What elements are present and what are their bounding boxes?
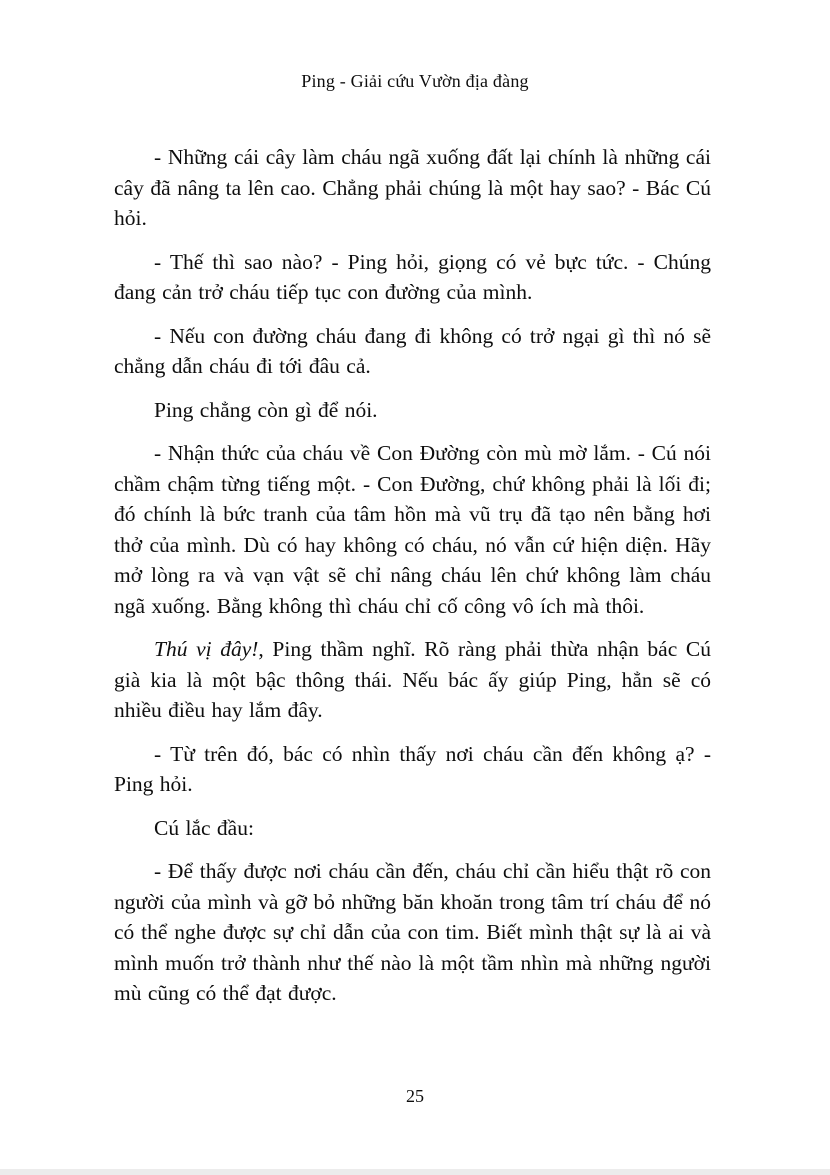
paragraph: - Nhận thức của cháu về Con Đường còn mù mờ lắm. - Cú nói chầm chậm từng tiếng một. - Con Đường, chứ không phải là lối đi; đó chính là bức tranh của tâm hồn mà vũ trụ đã tạo nên bằng hơi thở của mình. Dù có hay không có cháu, nó vẫn cứ hiện diện. Hãy mở lòng ra và vạn vật sẽ chỉ nâng cháu lên chứ không làm cháu ngã xuống. Bằng không thì cháu chỉ cố công vô ích mà thôi. — [114, 441, 711, 618]
paragraph: - Từ trên đó, bác có nhìn thấy nơi cháu cần đến không ạ? - Ping hỏi. — [114, 741, 711, 796]
paragraph: Cú lắc đầu: — [154, 815, 254, 840]
paragraph: Ping chẳng còn gì để nói. — [154, 397, 378, 422]
paragraph: - Nếu con đường cháu đang đi không có trở ngại gì thì nó sẽ chẳng dẫn cháu đi tới đâu cả. — [114, 323, 711, 378]
paragraph: - Thế thì sao nào? - Ping hỏi, giọng có vẻ bực tức. - Chúng đang cản trở cháu tiếp tục con đường của mình. — [114, 249, 711, 304]
paragraph: - Những cái cây làm cháu ngã xuống đất lại chính là những cái cây đã nâng ta lên cao. Chẳng phải chúng là một hay sao? - Bác Cú hỏi. — [114, 145, 711, 230]
page-number: 25 — [406, 1086, 424, 1106]
bottom-bar — [0, 1169, 830, 1175]
paragraph — [114, 634, 711, 726]
body-text — [114, 142, 711, 1022]
paragraph-text: , Ping thầm nghĩ. Rõ ràng phải thừa nhận bác Cú già kia là một bậc thông thái. Nếu bác ấy giúp Ping, hẳn sẽ có nhiều điều hay lắm đây. — [114, 637, 711, 722]
italic-thought-text: Thú vị đây! — [154, 637, 259, 661]
paragraph: - Để thấy được nơi cháu cần đến, cháu chỉ cần hiểu thật rõ con người của mình và gỡ bỏ những băn khoăn trong tâm trí cháu để nó có thể nghe được sự chỉ dẫn của con tim. Biết mình thật sự là ai và mình muốn trở thành như thế nào là một tầm nhìn mà những người mù cũng có thể đạt được. — [114, 859, 711, 1005]
running-header: Ping - Giải cứu Vườn địa đàng — [301, 71, 529, 91]
